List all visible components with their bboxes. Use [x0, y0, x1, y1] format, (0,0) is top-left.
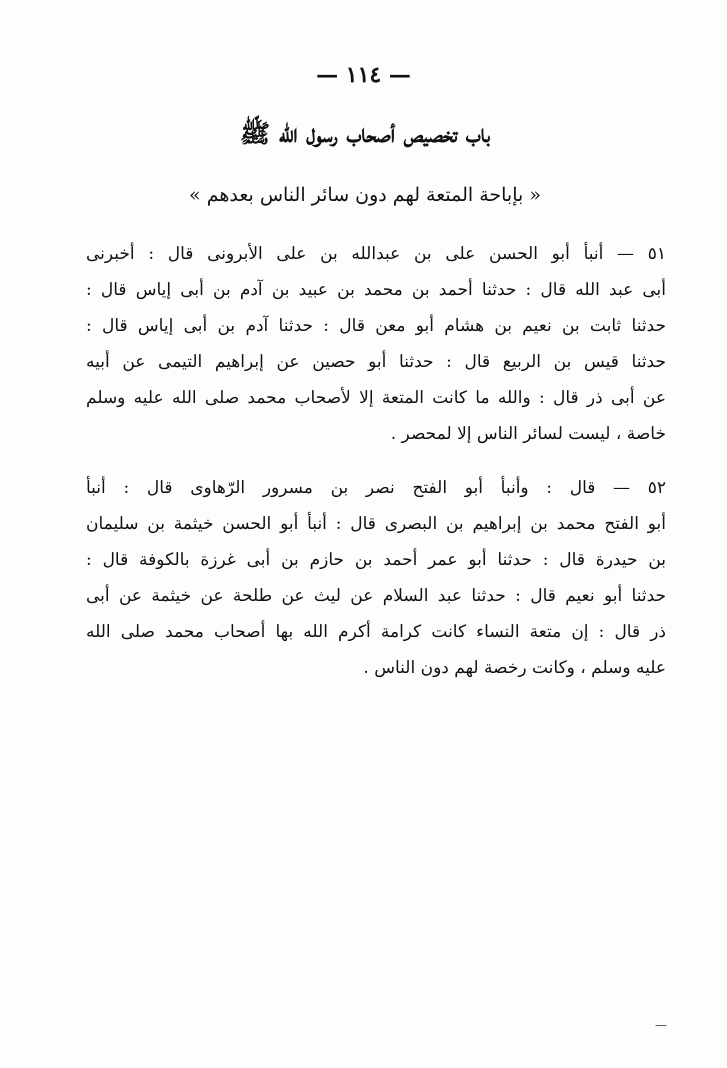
text-line: عليه وسلم ، وكانت رخصة لهم دون الناس . [363, 658, 666, 678]
text-line: ذر قال : إن متعة النساء كانت كرامة أكرم الله بها أصحاب محمد صلى الله [86, 622, 666, 642]
text-line: حدثنا أبو نعيم قال : حدثنا عبد السلام عن ليث عن طلحة عن خيثمة عن أبى [86, 586, 666, 606]
text-line: خاصة ، ليست لسائر الناس إلا لمحصر . [390, 424, 666, 444]
hadith-51-paragraph [86, 236, 666, 452]
text-line: أبى عبد الله قال : حدثنا أحمد بن محمد بن عبيد بن آدم بن أبى إياس قال : [86, 280, 666, 300]
text-line: حدثنا قيس بن الربيع قال : حدثنا أبو حصين عن إبراهيم التيمى عن أبيه [86, 352, 666, 372]
text-line: أبو الفتح محمد بن إبراهيم بن البصرى قال : أنبأ أبو الحسن خيثمة بن سليمان [86, 514, 666, 534]
text-line: ٥٢ — قال : وأنبأ أبو الفتح نصر بن مسرور الرّهاوى قال : أنبأ [86, 478, 666, 498]
page-number: — ١١٤ — [316, 62, 411, 88]
chapter-title: باب تخصيص أصحاب رسول الله ﷺ [239, 119, 491, 148]
text-line: حدثنا ثابت بن نعيم بن هشام أبو معن قال : حدثنا آدم بن أبى إياس قال : [86, 316, 666, 336]
chapter-subtitle: « بإباحة المتعة لهم دون سائر الناس بعدهم » [189, 184, 541, 206]
hadith-52-paragraph [86, 470, 666, 686]
footer-mark: — [655, 1018, 667, 1032]
text-line: ٥١ — أنبأ أبو الحسن على بن عبدالله بن على الأبرونى قال : أخبرنى [86, 244, 666, 264]
text-line: بن حيدرة قال : حدثنا أبو عمر أحمد بن حازم بن أبى غرزة بالكوفة قال : [86, 550, 666, 570]
text-line: عن أبى ذر قال : والله ما كانت المتعة إلا لأصحاب محمد صلى الله عليه وسلم [86, 388, 666, 408]
